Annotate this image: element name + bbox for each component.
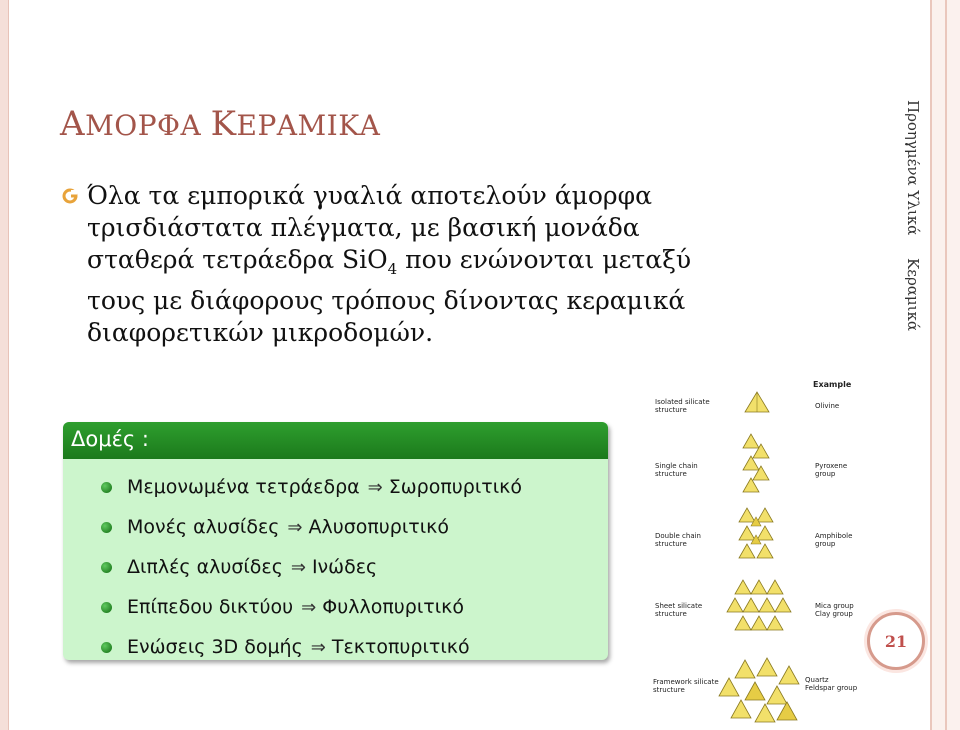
bullet-dot-icon — [101, 602, 112, 613]
silicate-structures-figure — [645, 378, 865, 730]
implies-arrow-icon: ⇒ — [301, 597, 317, 618]
body-line: τρισδιάστατα πλέγματα, με βασική μονάδα — [87, 213, 640, 242]
structure-name: Ενώσεις 3D δομής — [127, 636, 303, 658]
structure-item — [63, 587, 608, 627]
structure-item — [63, 467, 608, 507]
right-decor-line — [930, 0, 932, 730]
figure-label-line: Single chain — [655, 462, 698, 470]
side-caption-line: Προηγμένα Υλικά — [904, 100, 922, 236]
framework-silicate-icon — [719, 658, 799, 722]
figure-label-line: Sheet silicate — [655, 602, 703, 610]
figure-label-line: Double chain — [655, 532, 701, 540]
figure-example-line: Amphibole — [815, 532, 853, 540]
figure-example-line: Pyroxene — [815, 462, 848, 470]
figure-example-line: Feldspar group — [805, 684, 858, 692]
title-cap: Α — [60, 104, 86, 144]
structure-class: Ινώδες — [311, 556, 378, 578]
right-decor-line — [945, 0, 947, 730]
figure-example-line: group — [815, 470, 836, 478]
figure-example-line: Clay group — [815, 610, 853, 618]
body-paragraph — [87, 180, 782, 349]
body-bullet — [62, 180, 782, 349]
left-border — [0, 0, 8, 730]
structure-class: Αλυσοπυριτικό — [308, 516, 449, 538]
figure-label-line: structure — [653, 686, 685, 694]
implies-arrow-icon: ⇒ — [290, 557, 306, 578]
sheet-silicate-icon — [727, 580, 791, 630]
structure-class: Τεκτοπυριτικό — [331, 636, 470, 658]
title-cap: Κ — [210, 104, 237, 144]
figure-example-line: group — [815, 540, 836, 548]
structure-item — [63, 547, 608, 587]
figure-label-line: structure — [655, 470, 687, 478]
bullet-dot-icon — [101, 482, 112, 493]
side-caption-line: Κεραμικά — [904, 258, 922, 332]
bullet-dot-icon — [101, 562, 112, 573]
figure-example-header: Example — [813, 380, 852, 389]
body-text-fragment: που ενώνονται μεταξύ — [397, 245, 692, 274]
bullet-dot-icon — [101, 642, 112, 653]
structures-box — [63, 422, 608, 660]
structure-class: Σωροπυριτικό — [388, 476, 522, 498]
body-line — [87, 244, 782, 285]
body-line: διαφορετικών μικροδομών. — [87, 318, 434, 347]
tetrahedra-drawings — [645, 378, 865, 730]
structures-list — [63, 459, 608, 660]
left-border-line — [8, 0, 9, 730]
double-chain-icon — [739, 508, 773, 558]
body-line: τους με διάφορους τρόπους δίνοντας κεραμικά — [87, 286, 686, 315]
structure-name: Επίπεδου δικτύου — [127, 596, 294, 618]
subscript: 4 — [387, 260, 398, 278]
figure-label-line: structure — [655, 610, 687, 618]
single-chain-icon — [743, 434, 769, 492]
title-word: ΜΟΡΦΑ — [85, 109, 202, 142]
structure-name: Μονές αλυσίδες — [127, 516, 280, 538]
figure-example-line: Mica group — [815, 602, 854, 610]
implies-arrow-icon: ⇒ — [310, 637, 326, 658]
structures-header: Δομές : — [63, 422, 608, 459]
structure-item — [63, 507, 608, 547]
body-line: Όλα τα εμπορικά γυαλιά αποτελούν άμορφα — [87, 181, 653, 210]
structure-name: Διπλές αλυσίδες — [127, 556, 283, 578]
figure-example-line: Olivine — [815, 402, 840, 410]
implies-arrow-icon: ⇒ — [367, 477, 383, 498]
structure-item — [63, 627, 608, 660]
bullet-icon — [62, 188, 78, 204]
slide-title — [60, 104, 380, 144]
figure-example-line: Quartz — [805, 676, 829, 684]
figure-label-line: structure — [655, 406, 687, 414]
implies-arrow-icon: ⇒ — [287, 517, 303, 538]
figure-label-line: structure — [655, 540, 687, 548]
bullet-dot-icon — [101, 522, 112, 533]
page-number: 21 — [884, 631, 908, 651]
title-word: ΕΡΑΜΙΚΑ — [236, 109, 381, 142]
structure-class: Φυλλοπυριτικό — [322, 596, 464, 618]
structure-name: Μεμονωμένα τετράεδρα — [127, 476, 360, 498]
side-caption — [904, 100, 924, 340]
isolated-tetrahedron-icon — [745, 392, 769, 412]
body-text-fragment: σταθερά τετράεδρα SiO — [87, 245, 388, 274]
figure-label-line: Isolated silicate — [655, 398, 710, 406]
page-number-badge — [867, 612, 925, 670]
figure-label-line: Framework silicate — [653, 678, 719, 686]
